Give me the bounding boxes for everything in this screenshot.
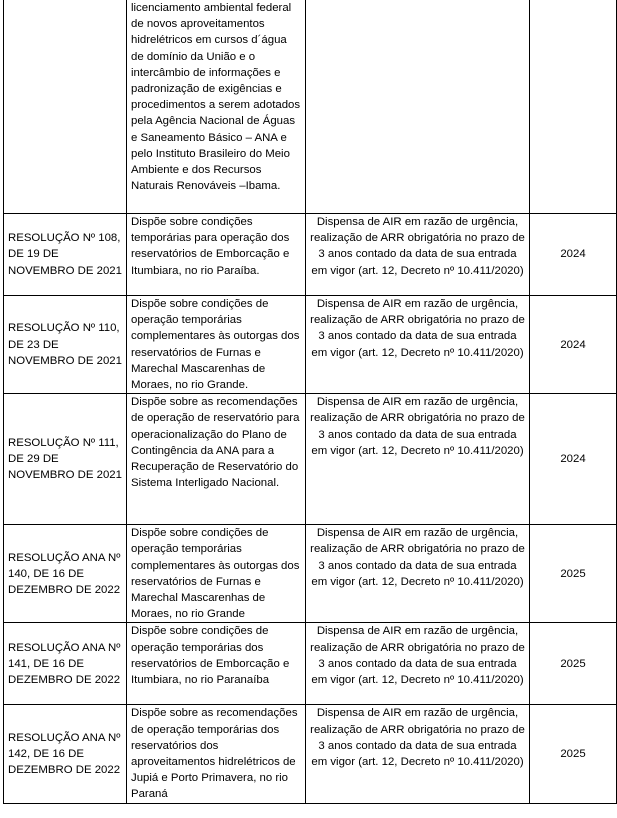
resolution-name-cell: RESOLUÇÃO ANA Nº 141, DE 16 DE DEZEMBRO DE 2022 — [4, 623, 127, 705]
resolution-name-cell: RESOLUÇÃO Nº 110, DE 23 DE NOVEMBRO DE 2021 — [4, 296, 127, 394]
description-cell: licenciamento ambiental federal de novos aproveitamentos hidrelétricos em cursos d´água de domínio da União e o intercâmbio de informações e padronização de exigências e procedimentos a serem adotados pela Agência Nacional de Águas e Saneamento Básico – ANA e pelo Instituto Brasileiro do Meio Ambiente e dos Recursos Naturais Renováveis –Ibama. — [127, 0, 306, 214]
resolution-name-cell — [4, 0, 127, 214]
description-cell: Dispõe sobre as recomendações de operação temporárias dos reservatórios dos aproveitamentos hidrelétricos de Jupiá e Porto Primavera, no rio Paraná — [127, 705, 306, 803]
year-cell: 2025 — [530, 623, 617, 705]
description-cell: Dispõe sobre as recomendações de operação de reservatório para operacionalização do Plano de Contingência da ANA para a Recuperação de Reservatório do Sistema Interligado Nacional. — [127, 394, 306, 525]
resolution-name-cell: RESOLUÇÃO ANA Nº 140, DE 16 DE DEZEMBRO DE 2022 — [4, 525, 127, 623]
table-row — [4, 394, 617, 525]
year-cell: 2024 — [530, 394, 617, 525]
justification-cell: Dispensa de AIR em razão de urgência, realização de ARR obrigatória no prazo de 3 anos contado da data de sua entrada em vigor (art. 12, Decreto nº 10.411/2020) — [306, 394, 530, 525]
year-cell: 2025 — [530, 525, 617, 623]
year-cell — [530, 0, 617, 214]
regulation-table — [3, 0, 617, 804]
table-row — [4, 0, 617, 214]
justification-cell: Dispensa de AIR em razão de urgência, realização de ARR obrigatória no prazo de 3 anos contado da data de sua entrada em vigor (art. 12, Decreto nº 10.411/2020) — [306, 525, 530, 623]
justification-cell: Dispensa de AIR em razão de urgência, realização de ARR obrigatória no prazo de 3 anos contado da data de sua entrada em vigor (art. 12, Decreto nº 10.411/2020) — [306, 623, 530, 705]
table-row — [4, 525, 617, 623]
resolution-name-cell: RESOLUÇÃO Nº 108, DE 19 DE NOVEMBRO DE 2021 — [4, 214, 127, 296]
year-cell: 2025 — [530, 705, 617, 803]
resolution-name-cell: RESOLUÇÃO ANA Nº 142, DE 16 DE DEZEMBRO DE 2022 — [4, 705, 127, 803]
description-cell: Dispõe sobre condições de operação temporárias dos reservatórios de Emborcação e Itumbiara, no rio Paranaíba — [127, 623, 306, 705]
table-row — [4, 214, 617, 296]
justification-cell: Dispensa de AIR em razão de urgência, realização de ARR obrigatória no prazo de 3 anos contado da data de sua entrada em vigor (art. 12, Decreto nº 10.411/2020) — [306, 705, 530, 803]
justification-cell — [306, 0, 530, 214]
table-row — [4, 296, 617, 394]
table-row — [4, 623, 617, 705]
description-cell: Dispõe sobre condições temporárias para operação dos reservatórios de Emborcação e Itumbiara, no rio Paraíba. — [127, 214, 306, 296]
description-cell: Dispõe sobre condições de operação temporárias complementares às outorgas dos reservatórios de Furnas e Marechal Mascarenhas de Moraes, no rio Grande. — [127, 296, 306, 394]
justification-cell: Dispensa de AIR em razão de urgência, realização de ARR obrigatória no prazo de 3 anos contado da data de sua entrada em vigor (art. 12, Decreto nº 10.411/2020) — [306, 214, 530, 296]
resolution-name-cell: RESOLUÇÃO Nº 111, DE 29 DE NOVEMBRO DE 2021 — [4, 394, 127, 525]
description-cell: Dispõe sobre condições de operação temporárias complementares às outorgas dos reservatórios de Furnas e Marechal Mascarenhas de Moraes, no rio Grande — [127, 525, 306, 623]
year-cell: 2024 — [530, 296, 617, 394]
year-cell: 2024 — [530, 214, 617, 296]
table-row — [4, 705, 617, 803]
justification-cell: Dispensa de AIR em razão de urgência, realização de ARR obrigatória no prazo de 3 anos contado da data de sua entrada em vigor (art. 12, Decreto nº 10.411/2020) — [306, 296, 530, 394]
